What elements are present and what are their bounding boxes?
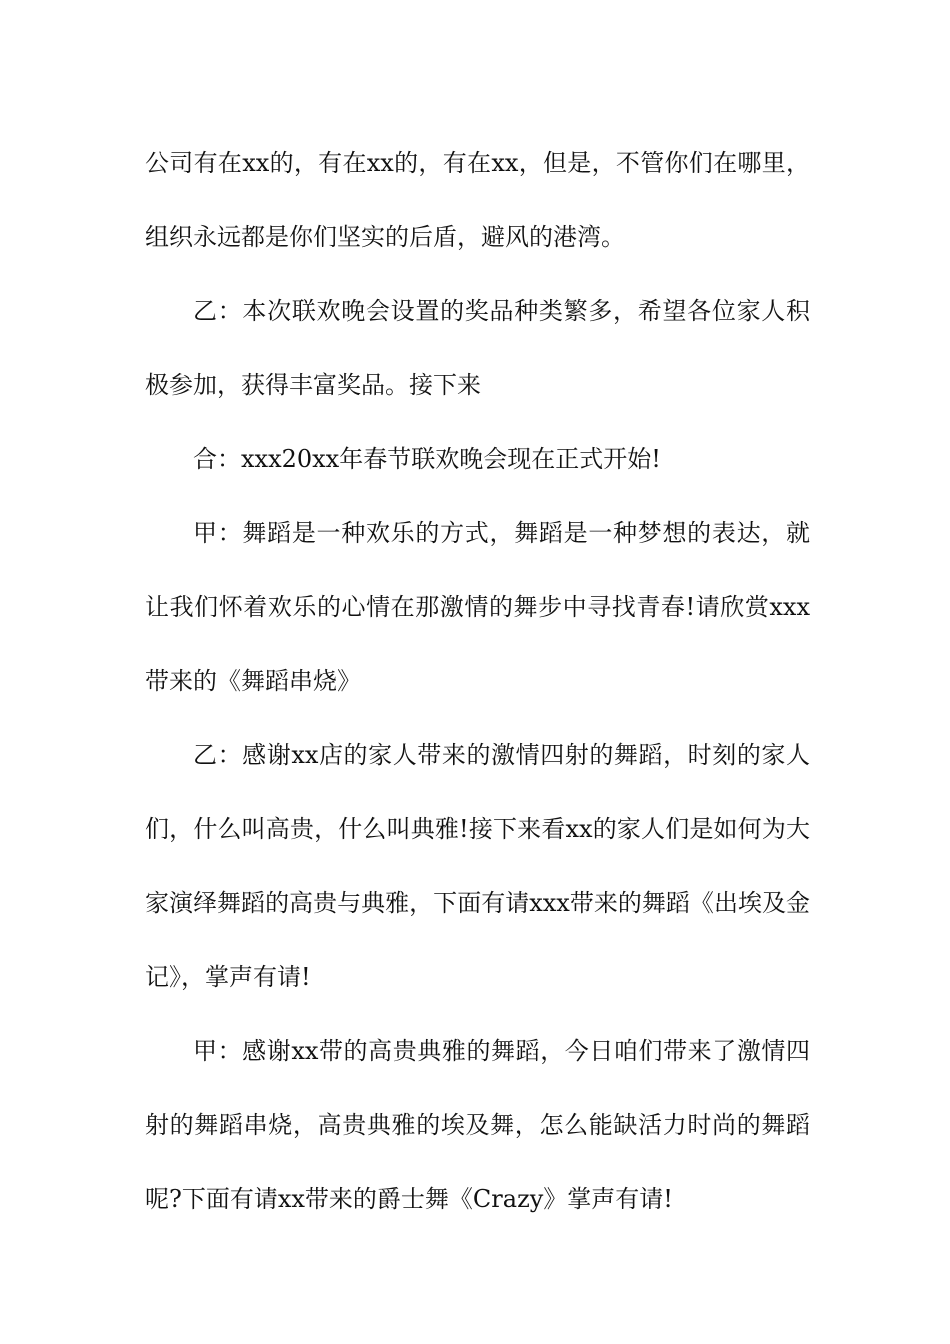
paragraph-jia-jazz-dance: 甲：感谢xx带的高贵典雅的舞蹈，今日咱们带来了激情四射的舞蹈串烧，高贵典雅的埃及舞，怎么能缺活力时尚的舞蹈呢?下面有请xx带来的爵士舞《Crazy》掌声有请!: [145, 1037, 810, 1213]
document-body: [145, 126, 810, 1236]
paragraph-continuation: 公司有在xx的，有在xx的，有在xx，但是，不管你们在哪里，组织永远都是你们坚实的后盾，避风的港湾。: [145, 149, 810, 251]
paragraph-yi-egypt-dance: 乙：感谢xx店的家人带来的激情四射的舞蹈，时刻的家人们，什么叫高贵，什么叫典雅!接下来看xx的家人们是如何为大家演绎舞蹈的高贵与典雅，下面有请xxx带来的舞蹈《出埃及金记》，掌声有请!: [145, 741, 810, 991]
paragraph-jia-dance-medley: 甲：舞蹈是一种欢乐的方式，舞蹈是一种梦想的表达，就让我们怀着欢乐的心情在那激情的舞步中寻找青春!请欣赏xxx带来的《舞蹈串烧》: [145, 519, 810, 695]
paragraph-he-opening: 合：xxx20xx年春节联欢晚会现在正式开始!: [193, 445, 661, 473]
paragraph-yi-prizes: 乙：本次联欢晚会设置的奖品种类繁多，希望各位家人积极参加，获得丰富奖品。接下来: [145, 297, 810, 399]
